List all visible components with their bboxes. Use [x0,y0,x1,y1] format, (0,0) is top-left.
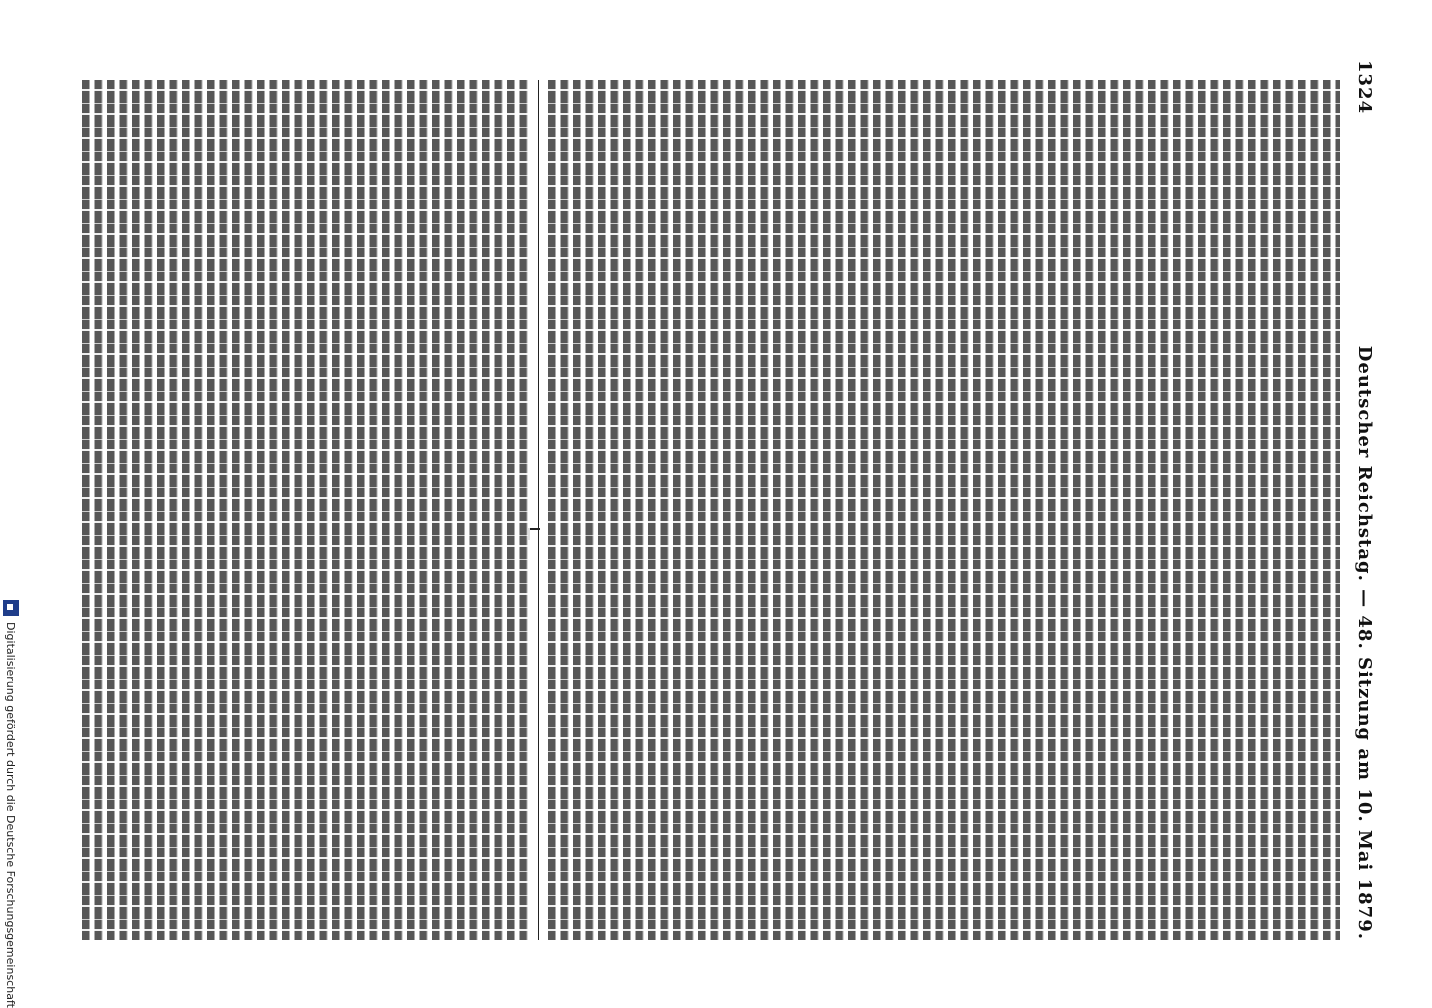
column-divider [538,80,539,940]
dfg-logo-icon [3,600,19,616]
text-column-left [82,80,530,940]
header-title: Deutscher Reichstag. — 48. Sitzung am 10. Mai 1879. [1354,345,1376,940]
text-column-right [548,80,1340,940]
digitization-credit [0,600,22,1008]
page-number: 1324 [1354,60,1376,115]
credit-text: Digitalisierung gefördert durch die Deutsche Forschungsgemeinschaft [4,622,18,1008]
running-header [1345,60,1385,940]
